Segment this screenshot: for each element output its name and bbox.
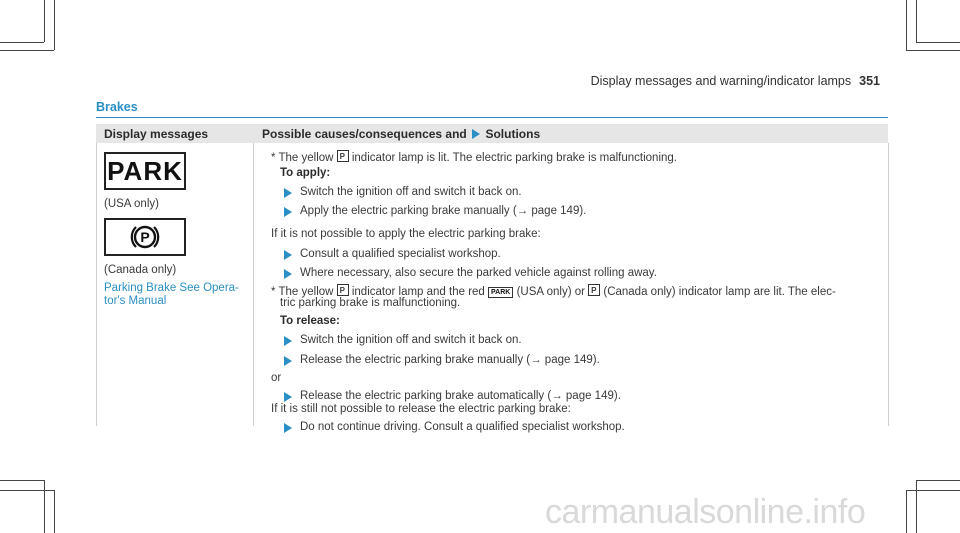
step-text: Do not continue driving. Consult a qualified specialist workshop. bbox=[300, 421, 625, 433]
paragraph: If it is still not possible to release the electric parking brake: bbox=[271, 403, 571, 415]
crop-mark bbox=[916, 42, 960, 43]
cause-line-1 bbox=[271, 150, 677, 165]
col-header-display-messages: Display messages bbox=[104, 127, 209, 141]
link-line-1[interactable]: Parking Brake See Opera- bbox=[104, 282, 239, 294]
step-arrow-icon bbox=[284, 392, 292, 402]
crop-mark bbox=[0, 480, 44, 481]
parking-brake-mini-icon: P bbox=[337, 284, 349, 296]
svg-text:P: P bbox=[140, 229, 150, 245]
column-divider bbox=[253, 143, 254, 426]
step-text: Consult a qualified specialist workshop. bbox=[300, 248, 501, 260]
parking-brake-mini-icon: P bbox=[337, 150, 349, 162]
asterisk: * bbox=[271, 286, 276, 298]
asterisk: * bbox=[271, 152, 276, 164]
display-messages-cell bbox=[104, 152, 244, 308]
or-text: or bbox=[271, 372, 282, 384]
to-apply-heading: To apply: bbox=[280, 167, 331, 179]
parking-brake-mini-icon: P bbox=[588, 284, 600, 296]
running-header bbox=[591, 74, 880, 88]
crop-mark bbox=[906, 0, 907, 50]
step-arrow-icon bbox=[284, 269, 292, 279]
crop-mark bbox=[916, 480, 960, 481]
text: (Canada only) indicator lamp are lit. The elec- bbox=[603, 286, 836, 298]
park-label: PARK bbox=[107, 155, 183, 186]
crop-mark bbox=[54, 490, 55, 533]
to-release-heading: To release: bbox=[280, 315, 340, 327]
crop-mark bbox=[44, 0, 45, 42]
step-text: Release the electric parking brake manually (→ page 149). bbox=[300, 354, 600, 366]
crop-mark bbox=[44, 480, 45, 533]
crop-mark bbox=[906, 490, 907, 533]
play-arrow-icon bbox=[472, 129, 480, 139]
step-text: Switch the ignition off and switch it back on. bbox=[300, 334, 522, 346]
crop-mark bbox=[0, 490, 54, 491]
section-rule bbox=[96, 117, 888, 118]
header-title: Display messages and warning/indicator lamps bbox=[590, 74, 852, 88]
col-header-solutions bbox=[262, 127, 540, 141]
step-text: Apply the electric parking brake manually (→ page 149). bbox=[300, 205, 587, 217]
usa-only-note: (USA only) bbox=[104, 198, 159, 210]
page-number: 351 bbox=[859, 74, 880, 88]
park-indicator-icon bbox=[104, 152, 186, 190]
text: (USA only) or bbox=[516, 286, 585, 298]
step-arrow-icon bbox=[284, 250, 292, 260]
text: The yellow bbox=[278, 152, 334, 164]
step-text: Where necessary, also secure the parked vehicle against rolling away. bbox=[300, 267, 657, 279]
step-arrow-icon bbox=[284, 336, 292, 346]
paragraph: If it is not possible to apply the electric parking brake: bbox=[271, 228, 541, 240]
column-divider bbox=[888, 143, 889, 426]
column-divider bbox=[96, 143, 97, 426]
crop-mark bbox=[916, 480, 917, 533]
col-header-solutions-label: Solutions bbox=[485, 127, 541, 141]
crop-mark bbox=[0, 50, 54, 51]
link-line-2[interactable]: tor's Manual bbox=[104, 295, 167, 307]
step-arrow-icon bbox=[284, 423, 292, 433]
watermark: carmanualsonline.info bbox=[545, 493, 866, 531]
col-header-causes: Possible causes/consequences and bbox=[262, 127, 467, 141]
cause-line-2-cont: tric parking brake is malfunctioning. bbox=[280, 297, 461, 309]
step-text: Switch the ignition off and switch it back on. bbox=[300, 186, 522, 198]
parking-brake-circle-icon bbox=[104, 218, 186, 256]
step-arrow-icon bbox=[284, 356, 292, 366]
step-arrow-icon bbox=[284, 188, 292, 198]
park-mini-icon: PARK bbox=[488, 287, 513, 298]
crop-mark bbox=[54, 0, 55, 50]
crop-mark bbox=[916, 0, 917, 42]
step-text: Release the electric parking brake automatically (→ page 149). bbox=[300, 390, 621, 402]
canada-only-note: (Canada only) bbox=[104, 264, 177, 276]
text: indicator lamp and the red bbox=[351, 286, 485, 298]
text: indicator lamp is lit. The electric parking brake is malfunctioning. bbox=[351, 152, 677, 164]
section-title: Brakes bbox=[96, 100, 138, 114]
step-arrow-icon bbox=[284, 207, 292, 217]
text: The yellow bbox=[278, 286, 334, 298]
crop-mark bbox=[0, 42, 44, 43]
operators-manual-link[interactable] bbox=[104, 282, 244, 308]
crop-mark bbox=[906, 50, 960, 51]
crop-mark bbox=[906, 490, 960, 491]
